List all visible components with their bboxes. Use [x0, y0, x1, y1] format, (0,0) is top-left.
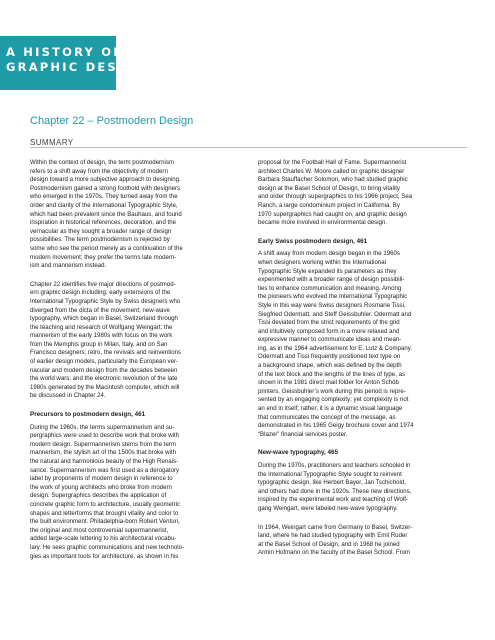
chapter-title: Chapter 22 – Postmodern Design	[30, 115, 194, 127]
paragraph: Chapter 22 identifies five major directions of postmod- ern graphic design including: early extensions of the International Typographic Style by Swiss designers who diverged from the dicta of the movement; new-wave typography, which began in Basel, Switzerland through the teaching and research of Wolfgang Weingart; the mannerism of the early 1980s with focus on the work from the Memphis group in Milan, Italy, and on San Francisco designers; retro, the revivals and reinventions of earlier design models, particularly the European ver- nacular and modern design from the decades between the world wars; and the electronic revolution of the late 1980s generated by the Macintosh computer, which will be discussed in Chapter 24.	[30, 280, 182, 400]
section-divider	[30, 147, 467, 148]
right-column	[258, 159, 468, 568]
section-heading: Early Swiss postmodern design, 461	[258, 237, 368, 245]
paragraph: proposal for the Football Hall of Fame. Supermannerist architect Charles W. Moore called on graphic designer Barbara Stauffacher Solomon, who had studied graphic design at the Basel School of Design, to bring vitality and order through supergraphics to his 1966 project, Sea Ranch, a large condominium project in California. By 1970 supergraphics had caught on, and graphic design became more involved in environmental design.	[258, 159, 413, 227]
paragraph: In 1964, Weingart came from Germany to Basel, Switzer- land, where he had studied typography with Emil Ruder at the Basel School of Design, and in 1968 he joined Armin Hofmann on the faculty of the Basel School. From	[258, 523, 413, 557]
paragraph: A shift away from modern design began in the 1960s when designers working within the International Typographic Style expanded its parameters as they experimented with a broader range of design possibili- ties to enhance communication and meaning. Among the pioneers who evolved the International Typographic Style in this way were Swiss designers Rosmarie Tissi, Siegfried Odermatt, and Steff Geissbuhler. Odermatt and Tissi deviated from the strict requirements of the grid and intuitively composed form in a more relaxed and expressive manner to communicate ideas and mean- ing, as in the 1964 advertisement for E. Lutz & Company. Odermatt and Tissi frequently positioned text type on a background shape, which was defined by the depth of the text block and the lengths of the lines of type, as shown in the 1981 direct mail folder for Anton Schöb printers. Geissbuhler’s work during this period is repre- sented by an engaging complexity; yet complexity is not an end in itself; rather, it is a dynamic visual language that communicates the concept of the message, as demonstrated in his 1965 Geigy brochure cover and 1974 “Blazer” financial services poster.	[258, 250, 414, 438]
paragraph: During the 1970s, practitioners and teachers schooled in the International Typographic Style sought to reinvent typographic design, like Herbert Bayer, Jan Tschichold, and others had done in the 1920s. These new directions, inspired by the experimental work and teaching of Wolf- gang Weingart, were labeled new-wave typography.	[258, 462, 412, 512]
paragraph: During the 1960s, the terms supermannerism and su- pergraphics were used to describe work that broke with modern design. Supermannerism stems from the term mannerism, the stylish art of the 1500s that broke with the natural and harmonious beauty of the High Renais- sance. Supermannerism was first used as a derogatory label by proponents of modern design in reference to the work of young architects who broke from modern design. Supergraphics describes the application of concrete graphic form to architecture, usually geometric shapes and letterforms that brought vitality and color to the built environment. Philadelphia-born Robert Venturi, the original and most controversial supermannerist, added large-scale lettering to his architectural vocabu- lary. He sees graphic communications and new technolo- gies as important tools for architecture, as shown in his	[30, 423, 185, 560]
book-title-banner	[0, 36, 148, 90]
section-label: SUMMARY	[30, 138, 74, 147]
left-column	[30, 159, 240, 571]
paragraph: Within the context of design, the term postmodernism refers to a shift away from the objectivity of modern design toward a more subjective approach to designing. Postmodernism gained a strong foothold with designers who emerged in the 1970s. They turned away from the order and clarity of the International Typographic Style, which had been prevalent since the Bauhaus, and found inspiration in historical references, decoration, and the vernacular as they sought a broader range of design possibilities. The term postmodernism is rejected by some who see the period merely as a continuation of the modern movement; they prefer the terms late modern- ism and mannerism instead.	[30, 159, 183, 270]
section-heading: New-wave typography, 465	[258, 449, 339, 457]
book-title-line-1: A HISTORY OF	[6, 45, 124, 59]
section-heading: Precursors to postmodern design, 461	[30, 411, 146, 419]
book-title-line-2: GRAPHIC DESIGN	[6, 60, 148, 74]
